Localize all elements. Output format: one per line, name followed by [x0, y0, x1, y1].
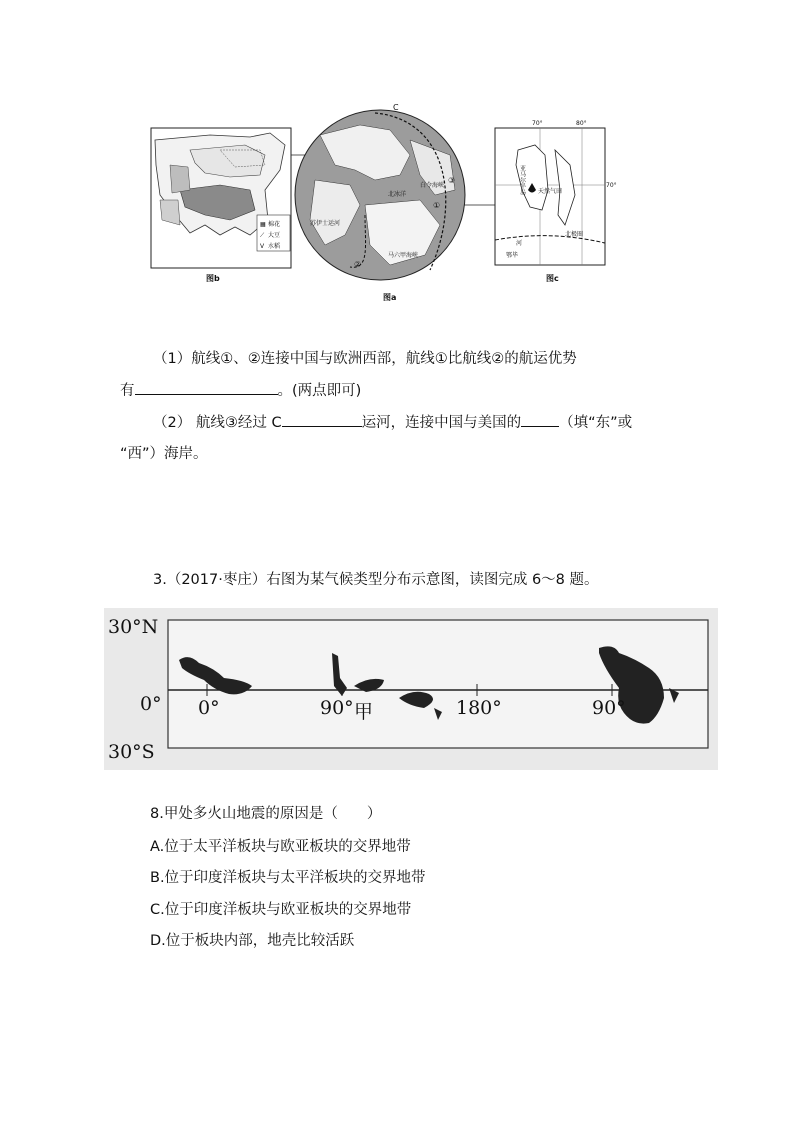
figure-a-globe: [295, 110, 465, 280]
arctic-circle-label: 北极圈: [565, 231, 584, 238]
figure-c-map: [495, 128, 605, 265]
q2-item1-line2-prefix: 有: [120, 383, 135, 399]
marker-jia-label: 甲: [354, 701, 374, 723]
legend-label-soybean: 大豆: [268, 232, 281, 239]
lat-0-label: 0°: [140, 693, 162, 715]
q2-item2-line2-text: “西”）海岸。: [120, 446, 208, 462]
lon-70-label: 70°: [532, 120, 543, 127]
q2-item2-part-c: （填“东”或: [559, 415, 633, 431]
map-figures-svg: [150, 95, 617, 310]
arctic-ocean-label: 北冰洋: [388, 191, 407, 198]
climate-distribution-map: [104, 608, 718, 770]
point-c-label: C: [393, 103, 399, 112]
lat-70-label: 70°: [606, 182, 617, 189]
lon-90w-label: 90°: [592, 697, 626, 719]
map-figures: [150, 95, 617, 310]
q8-question: [150, 803, 381, 825]
lat-30s-label: 30°S: [108, 741, 155, 763]
climate-map-svg: [104, 608, 718, 770]
lon-0-label: 0°: [198, 697, 220, 719]
q8-option-c-text: C.位于印度洋板块与欧亚板块的交界地带: [150, 902, 412, 918]
lon-180-label: 180°: [456, 697, 502, 719]
legend-label-cotton: 棉花: [268, 221, 281, 228]
lon-90e-label: 90°: [320, 697, 354, 719]
legend-symbol-soybean: ⟋: [260, 232, 265, 239]
q2-item1-line1: [153, 348, 577, 370]
lon-80-label: 80°: [576, 120, 587, 127]
malacca-strait-label: 马六甲海峡: [388, 252, 419, 259]
q8-option-b-text: B.位于印度洋板块与太平洋板块的交界地带: [150, 870, 426, 886]
suez-canal-label: 苏伊士运河: [310, 220, 341, 227]
q2-item2-line1: [153, 412, 632, 434]
route-2-label: ②: [354, 260, 362, 269]
q8-option-b[interactable]: [150, 867, 426, 889]
ob-label: 鄂毕: [506, 252, 519, 259]
q8-option-a-text: A.位于太平洋板块与欧亚板块的交界地带: [150, 839, 411, 855]
lat-30n-label: 30°N: [108, 616, 159, 638]
q8-option-d[interactable]: [150, 930, 354, 952]
q3-header: [153, 569, 599, 591]
q2-item2-coast-blank[interactable]: [521, 412, 559, 427]
q2-item1-answer-blank[interactable]: [135, 380, 278, 395]
q2-item1-text: （1）航线①、②连接中国与欧洲西部，航线①比航线②的航运优势: [153, 351, 577, 367]
figure-b-caption: 图b: [206, 274, 220, 283]
q8-option-a[interactable]: [150, 836, 411, 858]
figure-c-caption: 图c: [546, 274, 559, 283]
legend-label-rice: 水稻: [268, 243, 281, 250]
q8-option-c[interactable]: [150, 899, 411, 921]
yamal-peninsula-label: 亚马尔半岛: [518, 165, 526, 195]
river-label: 河: [516, 240, 523, 247]
q2-item2-part-b: 运河，连接中国与美国的: [361, 415, 522, 431]
legend-symbol-cotton: ▦: [260, 221, 266, 228]
q2-item2-canal-blank[interactable]: [282, 412, 362, 427]
q2-item2-line2: [120, 443, 208, 465]
legend-symbol-rice: V: [260, 243, 265, 250]
q2-item1-line2-suffix: 。(两点即可): [277, 383, 362, 399]
route-3-label: ③: [448, 176, 456, 185]
q2-item2-part-a: （2） 航线③经过 C: [153, 415, 282, 431]
q8-question-text: 8.甲处多火山地震的原因是（ ）: [150, 806, 382, 822]
q2-item1-line2: [120, 380, 361, 402]
route-1-label: ①: [433, 201, 441, 210]
figure-a-caption: 图a: [383, 293, 397, 302]
q8-option-d-text: D.位于板块内部，地壳比较活跃: [150, 933, 355, 949]
gas-field-label: 天然气田: [538, 188, 563, 195]
bering-strait-label: 白令海峡: [420, 182, 445, 189]
q3-header-text: 3.（2017·枣庄）右图为某气候类型分布示意图，读图完成 6～8 题。: [153, 572, 599, 588]
